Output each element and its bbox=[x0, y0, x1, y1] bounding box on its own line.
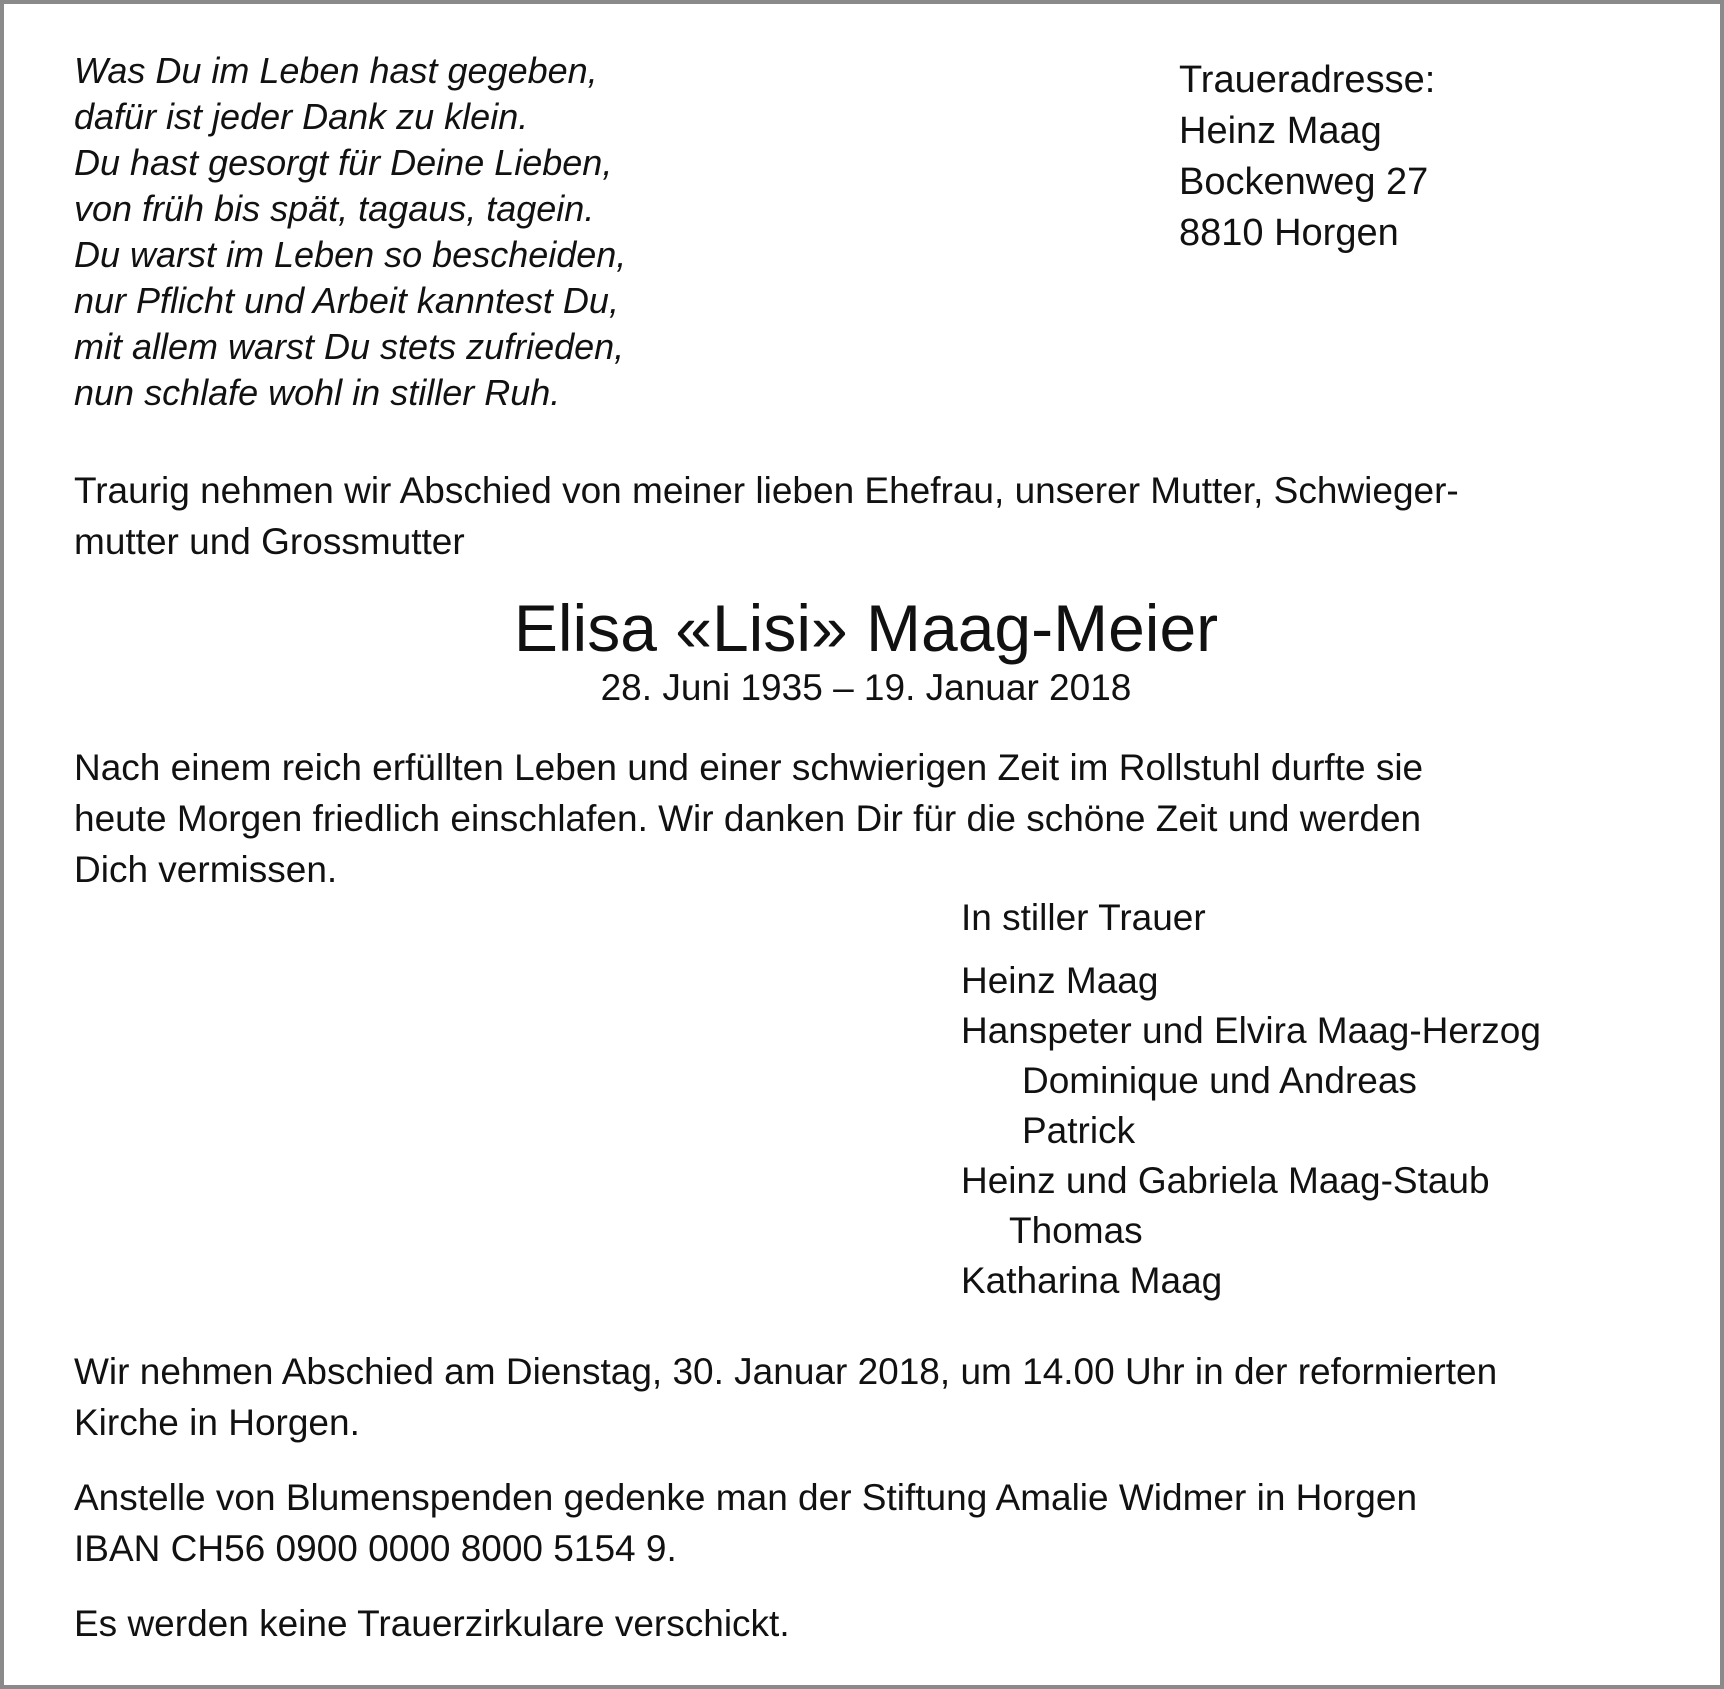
message-paragraph bbox=[74, 742, 1423, 895]
deceased-name: Elisa «Lisi» Maag-Meier bbox=[513, 591, 1219, 665]
poem-line: nur Pflicht und Arbeit kanntest Du, bbox=[74, 280, 619, 321]
memorial-poem bbox=[74, 48, 626, 416]
life-dates: 28. Juni 1935 – 19. Januar 2018 bbox=[600, 667, 1132, 708]
intro-line: mutter und Grossmutter bbox=[74, 521, 465, 562]
mourner-name: Heinz und Gabriela Maag-Staub bbox=[961, 1160, 1490, 1201]
poem-line: dafür ist jeder Dank zu klein. bbox=[74, 96, 529, 137]
message-line: Dich vermissen. bbox=[74, 849, 338, 890]
ceremony-paragraph bbox=[74, 1346, 1497, 1448]
mourner-name: Hanspeter und Elvira Maag-Herzog bbox=[961, 1010, 1541, 1051]
poem-line: nun schlafe wohl in stiller Ruh. bbox=[74, 372, 561, 413]
message-line: Nach einem reich erfüllten Leben und einer schwierigen Zeit im Rollstuhl durfte sie bbox=[74, 747, 1424, 788]
donation-iban: IBAN CH56 0900 0000 8000 5154 9. bbox=[74, 1528, 677, 1569]
poem-line: von früh bis spät, tagaus, tagein. bbox=[74, 188, 595, 229]
message-line: heute Morgen friedlich einschlafen. Wir danken Dir für die schöne Zeit und werden bbox=[74, 798, 1422, 839]
poem-line: Was Du im Leben hast gegeben, bbox=[74, 50, 598, 91]
mourner-name: Thomas bbox=[1009, 1210, 1143, 1251]
poem-line: mit allem warst Du stets zufrieden, bbox=[74, 326, 625, 367]
mourner-name: Heinz Maag bbox=[961, 960, 1159, 1001]
address-street: Bockenweg 27 bbox=[1179, 161, 1429, 203]
circular-notice bbox=[74, 1598, 790, 1649]
intro-paragraph bbox=[74, 465, 1459, 567]
address-city: 8810 Horgen bbox=[1179, 212, 1399, 254]
address-heading: Traueradresse: bbox=[1179, 59, 1436, 101]
mourners-heading: In stiller Trauer bbox=[961, 897, 1206, 938]
mourner-name: Patrick bbox=[1022, 1110, 1136, 1151]
intro-line: Traurig nehmen wir Abschied von meiner lieben Ehefrau, unserer Mutter, Schwieger- bbox=[74, 470, 1459, 511]
ceremony-line: Kirche in Horgen. bbox=[74, 1402, 360, 1443]
mourning-address bbox=[1179, 55, 1435, 259]
mourner-name: Katharina Maag bbox=[961, 1260, 1223, 1301]
mourners-list bbox=[961, 893, 1541, 1306]
address-name: Heinz Maag bbox=[1179, 110, 1382, 152]
notice-line: Es werden keine Trauerzirkulare verschickt. bbox=[74, 1603, 790, 1644]
donation-paragraph bbox=[74, 1472, 1417, 1574]
mourner-name: Dominique und Andreas bbox=[1022, 1060, 1417, 1101]
poem-line: Du hast gesorgt für Deine Lieben, bbox=[74, 142, 613, 183]
ceremony-line: Wir nehmen Abschied am Dienstag, 30. Januar 2018, um 14.00 Uhr in der reformierten bbox=[74, 1351, 1498, 1392]
poem-line: Du warst im Leben so bescheiden, bbox=[74, 234, 627, 275]
donation-line: Anstelle von Blumenspenden gedenke man der Stiftung Amalie Widmer in Horgen bbox=[74, 1477, 1418, 1518]
